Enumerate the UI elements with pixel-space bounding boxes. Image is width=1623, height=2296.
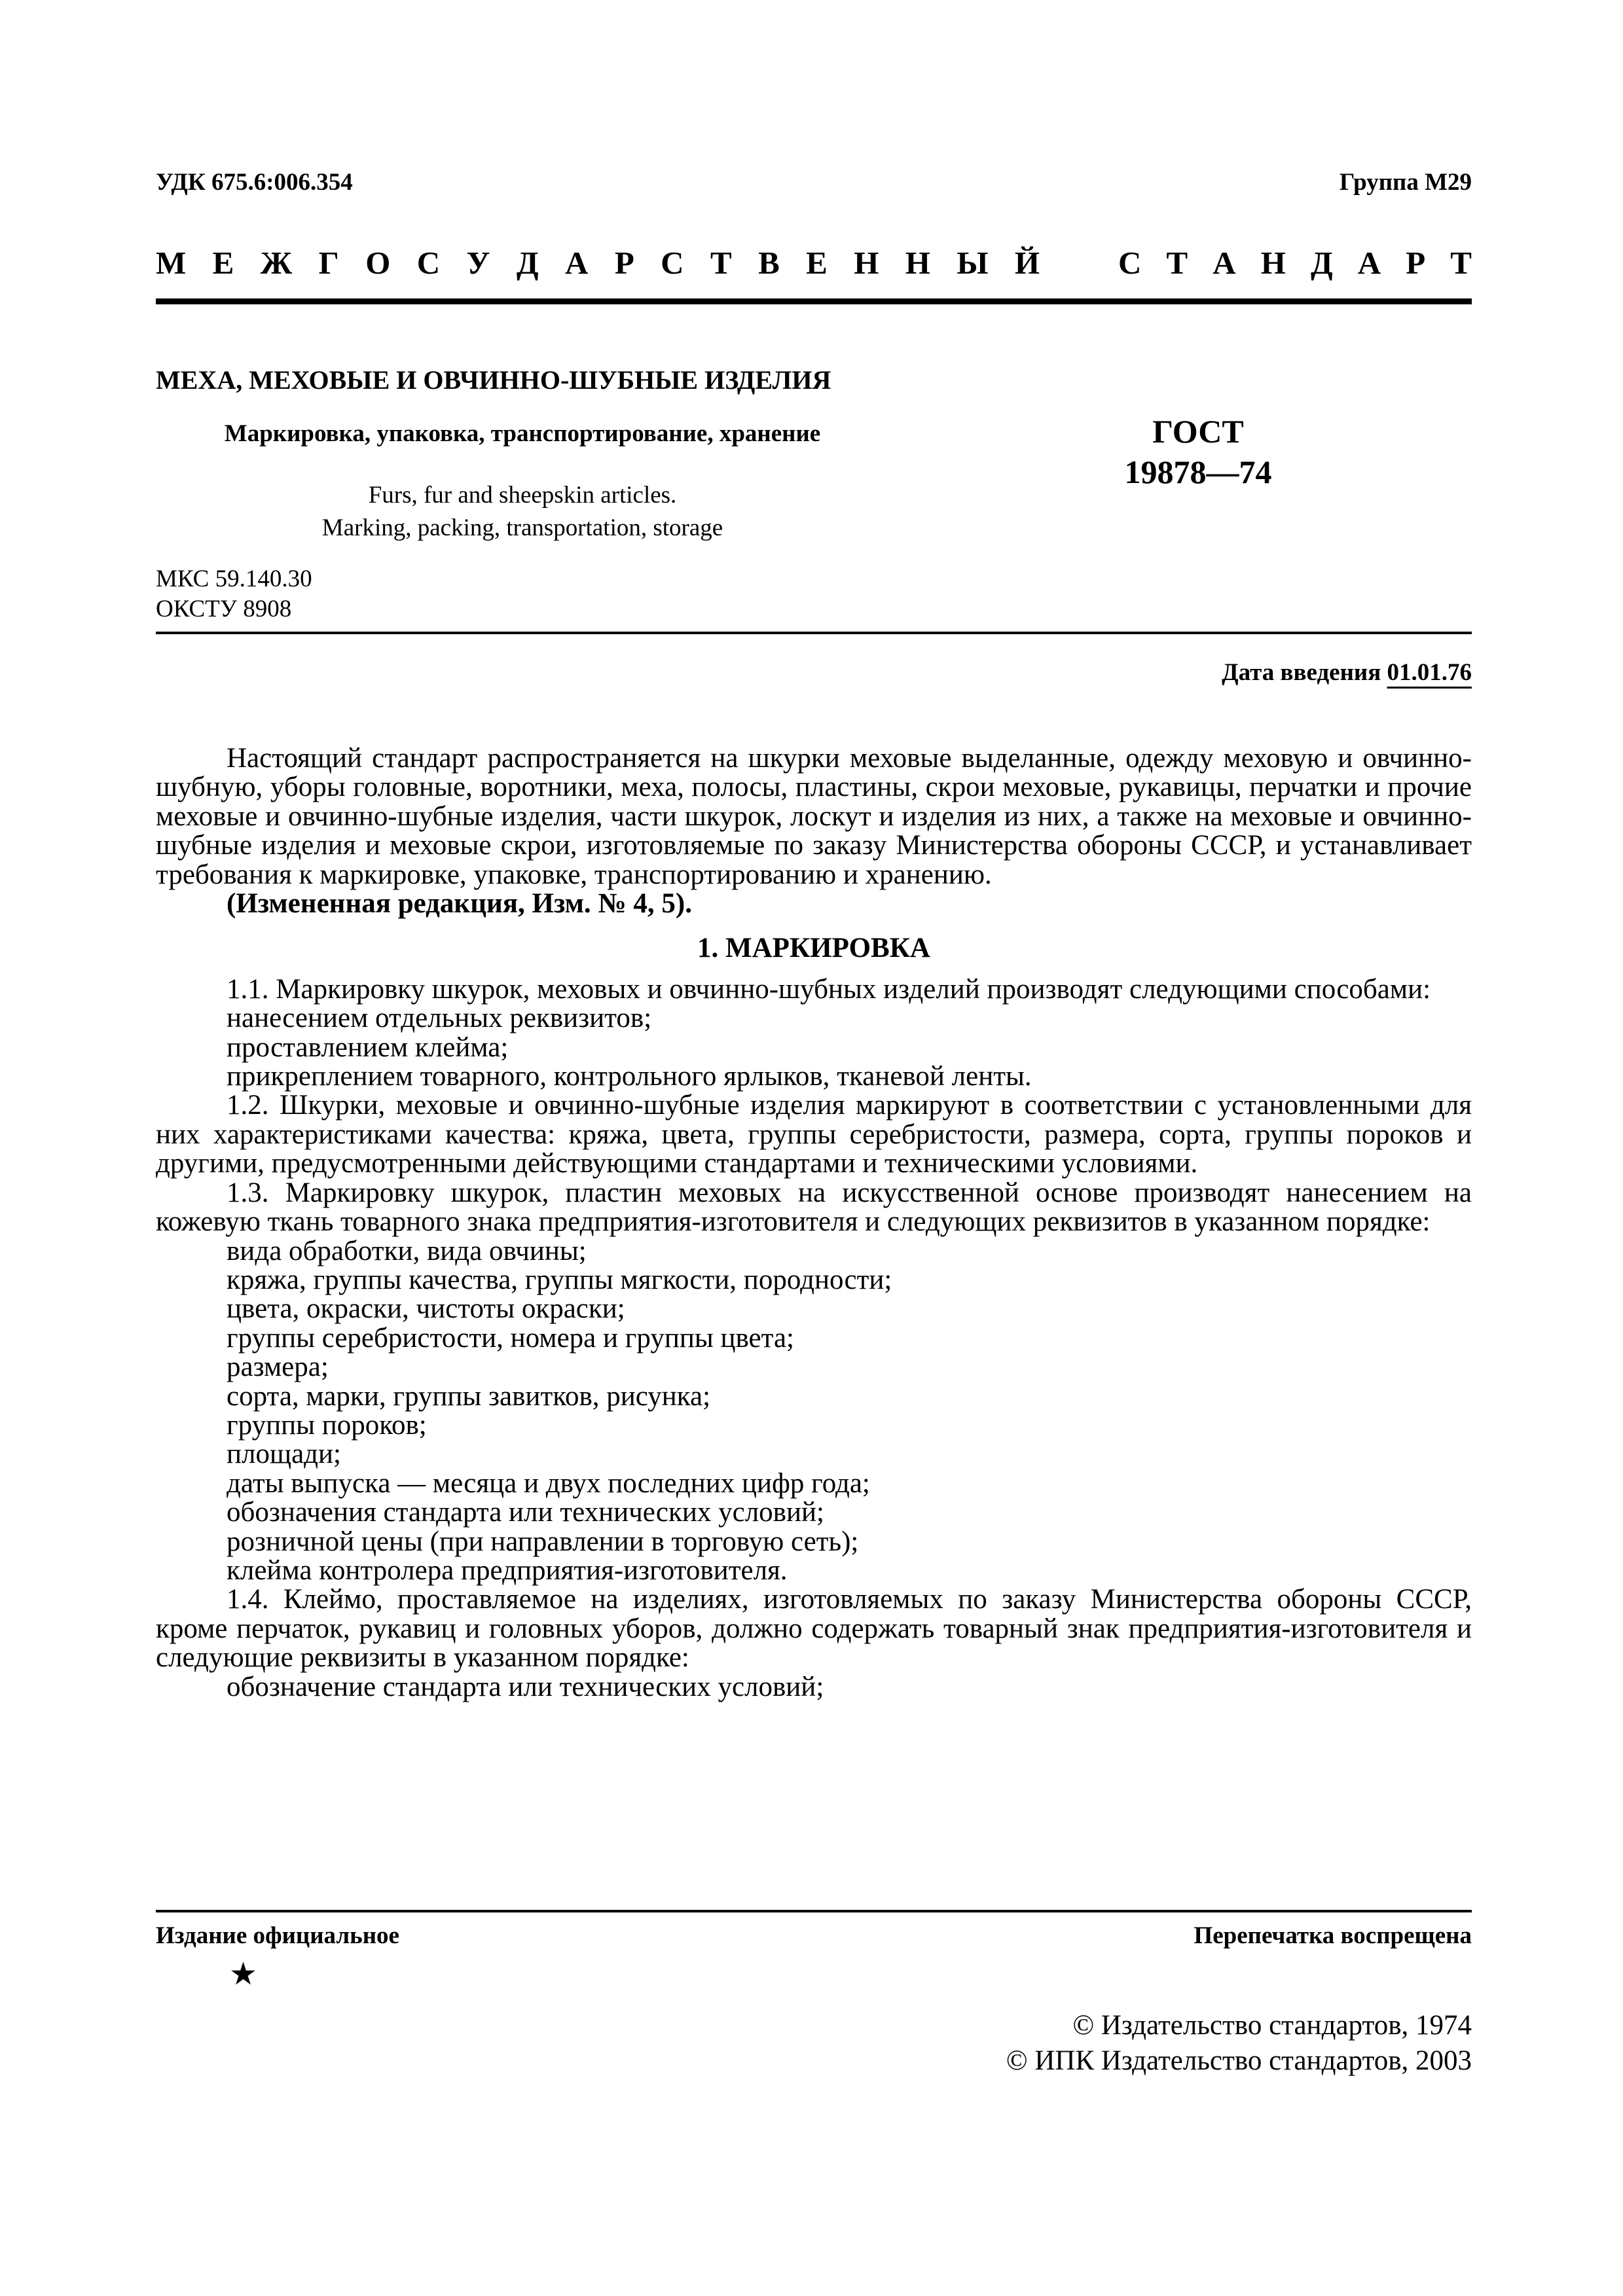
banner-letter: В <box>758 244 780 281</box>
banner-letter: Н <box>905 244 930 281</box>
copyright-line-2: © ИПК Издательство стандартов, 2003 <box>1006 2045 1472 2076</box>
banner-letter: Е <box>212 244 234 281</box>
banner-letter: Н <box>854 244 879 281</box>
banner-letter: Н <box>1260 244 1286 281</box>
banner-letter: С <box>416 244 441 281</box>
mks-code: МКС 59.140.30 <box>156 565 312 592</box>
list-item: сорта, марки, группы завитков, рисунка; <box>227 1380 711 1412</box>
banner-letter: Т <box>1166 244 1188 281</box>
banner-letter: А <box>1213 244 1236 281</box>
banner-letter: Р <box>1406 244 1426 281</box>
banner-letter: Г <box>318 244 339 281</box>
banner-letter: Д <box>1310 244 1333 281</box>
document-body <box>156 744 1472 1702</box>
banner-letter: Ы <box>957 244 989 281</box>
banner-letter: М <box>156 244 187 281</box>
footer-rule <box>156 1910 1472 1912</box>
banner-letter: Д <box>516 244 539 281</box>
intro-paragraph: Настоящий стандарт распространяется на шкурки меховые выделанные, одежду меховую и овчинно-шубную, уборы головные, воротники, меха, полосы, пластины, скрои меховые, рукавицы, перчатки и прочие меховые и овчинно-шубные изделия, части шкурок, лоскут и изделия из них, а также на меховые и овчинно-шубные изделия и меховые скрои, изготовляемые по заказу Министерства обороны СССР, и устанавливает требования к маркировке, упаковке, транспортированию и хранению. <box>156 743 1472 890</box>
list-item: даты выпуска — месяца и двух последних цифр года; <box>227 1467 870 1499</box>
list-item: вида обработки, вида овчины; <box>227 1235 587 1266</box>
clause-1-1: 1.1. Маркировку шкурок, меховых и овчинно-шубных изделий производят следующими способами: <box>227 973 1431 1005</box>
banner-letter: Т <box>710 244 732 281</box>
copyright-line-1: © Издательство стандартов, 1974 <box>1072 2010 1472 2041</box>
list-item: размера; <box>227 1352 329 1383</box>
english-title-line1: Furs, fur and sheepskin articles. <box>368 482 677 509</box>
list-item: обозначения стандарта или технических условий; <box>227 1497 824 1528</box>
banner-letter: У <box>466 244 490 281</box>
list-item: нанесением отдельных реквизитов; <box>227 1003 652 1034</box>
banner-letter: Й <box>1014 244 1040 281</box>
interstate-standard-banner <box>156 240 1472 285</box>
banner-letter: Р <box>614 244 634 281</box>
banner-letter: А <box>1357 244 1381 281</box>
list-item: группы пороков; <box>227 1409 427 1441</box>
intro-amendment-note: (Измененная редакция, Изм. № 4, 5). <box>227 888 692 920</box>
gost-number: 19878—74 <box>1124 454 1272 490</box>
title-rule <box>156 632 1472 634</box>
list-item: прикреплением товарного, контрольного ярлыков, тканевой ленты. <box>227 1061 1032 1092</box>
okstu-code: ОКСТУ 8908 <box>156 596 292 622</box>
list-item: площади; <box>227 1439 342 1470</box>
banner-letter: О <box>365 244 391 281</box>
document-subtitle: Маркировка, упаковка, транспортирование, хранение <box>224 420 821 447</box>
banner-letter: Т <box>1450 244 1472 281</box>
list-item: цвета, окраски, чистоты окраски; <box>227 1293 625 1325</box>
clause-1-2: 1.2. Шкурки, меховые и овчинно-шубные изделия маркируют в соответствии с установленными для них характеристиками качества: кряжа, цвета, группы серебристости, размера, сорта, группы пороков и другими, предусмотренными действующими стандартами и техническими условиями. <box>156 1090 1472 1179</box>
english-title <box>156 479 889 545</box>
official-edition-label: Издание официальное <box>156 1922 399 1949</box>
introduction-date <box>1222 658 1472 688</box>
list-item: кряжа, группы качества, группы мягкости, породности; <box>227 1264 892 1295</box>
document-title: МЕХА, МЕХОВЫЕ И ОВЧИННО-ШУБНЫЕ ИЗДЕЛИЯ <box>156 365 831 395</box>
date-value: 01.01.76 <box>1387 659 1472 686</box>
list-item: клейма контролера предприятия-изготовителя. <box>227 1554 788 1586</box>
english-title-line2: Marking, packing, transportation, storage <box>321 514 723 541</box>
classification-codes <box>156 564 312 624</box>
banner-word-interstate <box>156 244 1040 281</box>
banner-letter: Ж <box>260 244 293 281</box>
group-code: Группа М29 <box>1339 169 1472 196</box>
udk-code: УДК 675.6:006.354 <box>156 169 353 196</box>
banner-letter: С <box>661 244 684 281</box>
clause-1-4: 1.4. Клеймо, проставляемое на изделиях, изготовляемых по заказу Министерства обороны СССР, кроме перчаток, рукавиц и головных уборов, должно содержать товарный знак предприятия-изготовителя и следующие реквизиты в указанном порядке: <box>156 1584 1472 1674</box>
banner-word-standard <box>1118 244 1472 281</box>
star-icon: ★ <box>229 1956 258 1992</box>
list-item: розничной цены (при направлении в торговую сеть); <box>227 1526 859 1557</box>
reprint-prohibited-label: Перепечатка воспрещена <box>1194 1922 1472 1949</box>
list-item: группы серебристости, номера и группы цвета; <box>227 1322 794 1354</box>
banner-letter: С <box>1118 244 1142 281</box>
date-label: Дата введения <box>1222 659 1381 686</box>
list-item: проставлением клейма; <box>227 1031 509 1063</box>
gost-label: ГОСТ <box>1152 413 1244 450</box>
list-item: обозначение стандарта или технических условий; <box>227 1671 824 1702</box>
banner-letter: А <box>565 244 589 281</box>
gost-designation <box>1087 411 1309 492</box>
header-rule <box>156 298 1472 304</box>
banner-letter: Е <box>806 244 828 281</box>
section-1-heading: 1. МАРКИРОВКА <box>697 933 930 964</box>
clause-1-3: 1.3. Маркировку шкурок, пластин меховых на искусственной основе производят нанесением на кожевую ткань товарного знака предприятия-изготовителя и следующих реквизитов в указанном порядке: <box>156 1177 1472 1238</box>
